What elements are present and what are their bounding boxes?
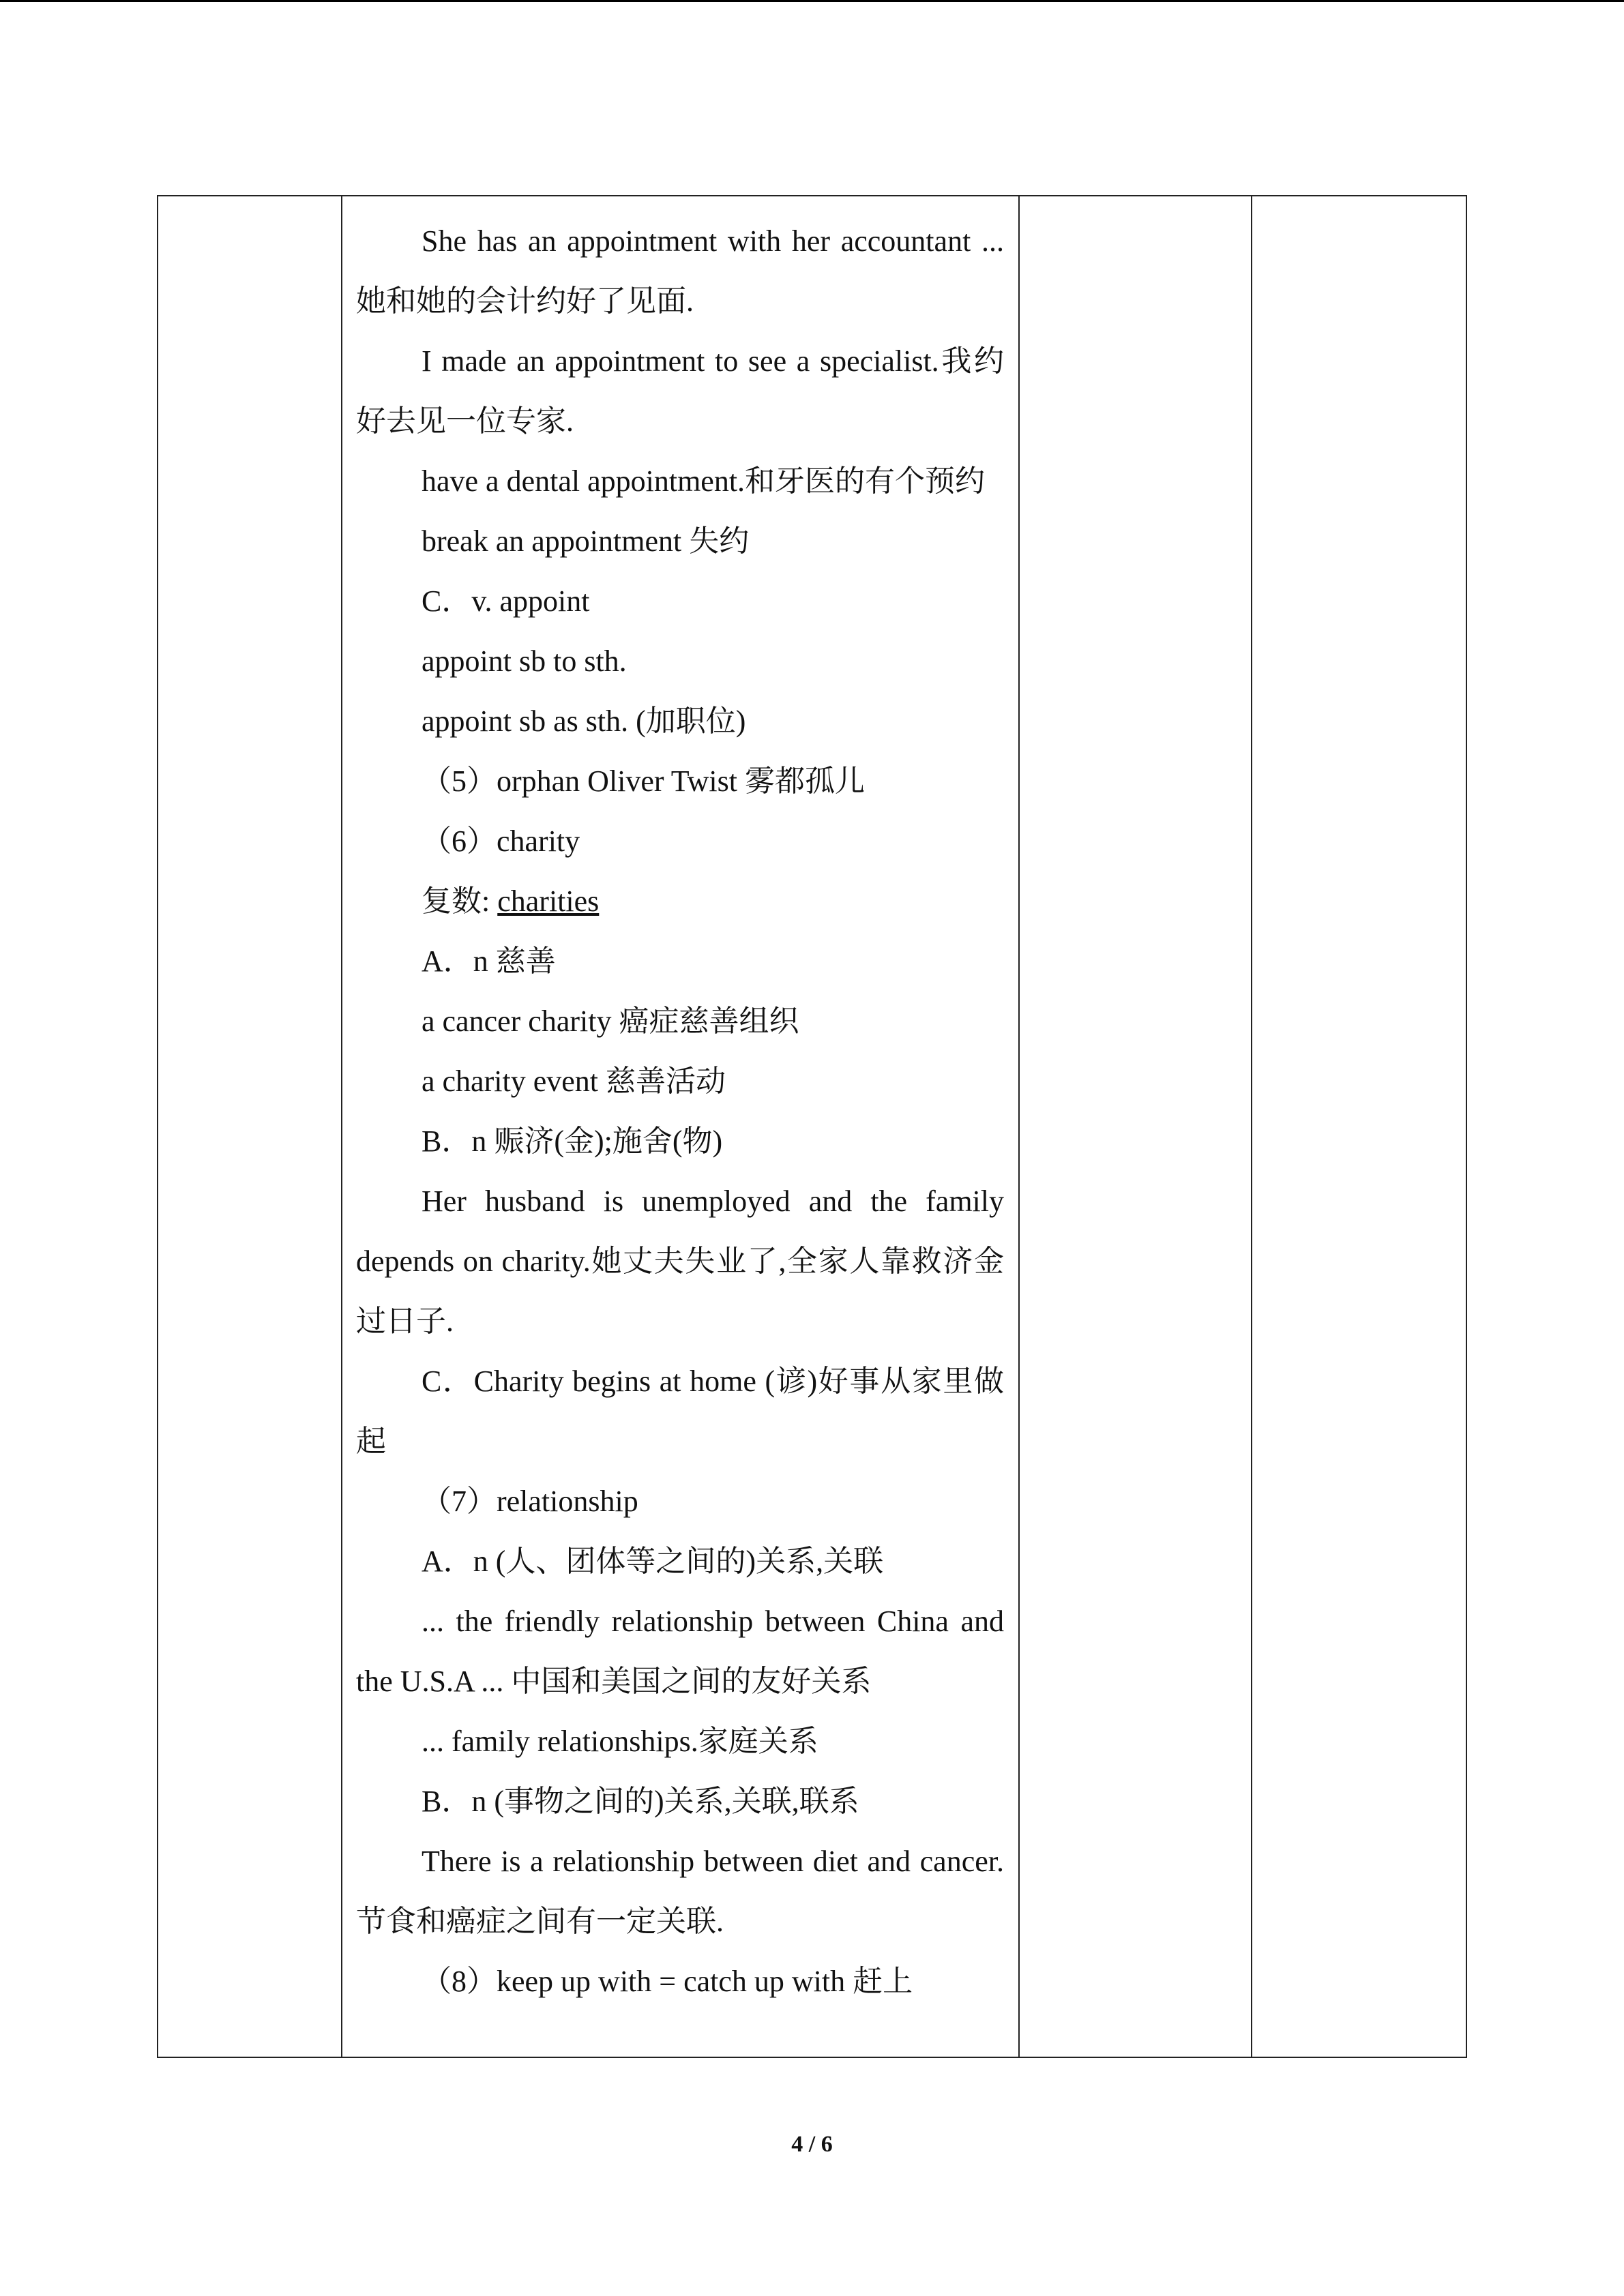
paragraph: Her husband is unemployed and the family depends on charity.她丈夫失业了,全家人靠救济金过日子. [356, 1184, 1004, 1338]
paragraph: A．n (人、团体等之间的)关系,关联 [422, 1545, 884, 1578]
paragraph: a charity event 慈善活动 [422, 1064, 726, 1098]
lesson-table [157, 195, 1467, 2058]
paragraph: have a dental appointment.和牙医的有个预约 [422, 464, 986, 498]
paragraph-plural [356, 871, 1004, 931]
table-column-1 [158, 196, 342, 2057]
table-column-4 [1252, 196, 1467, 2057]
paragraph: appoint sb as sth. (加职位) [422, 704, 746, 738]
paragraph: I made an appointment to see a specialist.我约好去见一位专家. [356, 344, 1004, 438]
plural-prefix: 复数: [422, 884, 498, 918]
paragraph: ... the friendly relationship between China and the U.S.A ... 中国和美国之间的友好关系 [356, 1605, 1004, 1698]
plural-word: charities [497, 884, 600, 918]
content-cell [356, 211, 1004, 2012]
paragraph: （7）relationship [422, 1485, 638, 1518]
table-column-content [342, 196, 1020, 2057]
paragraph: A．n 慈善 [422, 944, 556, 978]
paragraph: break an appointment 失约 [422, 524, 750, 558]
paragraph: （8）keep up with = catch up with 赶上 [422, 1965, 913, 1998]
top-border-line [0, 0, 1624, 2]
paragraph: B．n 赈济(金);施舍(物) [422, 1124, 723, 1158]
paragraph: appoint sb to sth. [422, 644, 627, 678]
paragraph: （6）charity [422, 824, 580, 858]
paragraph: B．n (事物之间的)关系,关联,联系 [422, 1785, 859, 1818]
paragraph: a cancer charity 癌症慈善组织 [422, 1004, 799, 1038]
paragraph: There is a relationship between diet and cancer.节食和癌症之间有一定关联. [356, 1845, 1004, 1938]
paragraph: C．Charity begins at home (谚)好事从家里做起 [356, 1365, 1004, 1458]
paragraph: （5）orphan Oliver Twist 雾都孤儿 [422, 764, 865, 798]
page-number: 4 / 6 [791, 2132, 833, 2157]
table-column-3 [1020, 196, 1252, 2057]
paragraph: She has an appointment with her accountant ... 她和她的会计约好了见面. [356, 224, 1004, 318]
paragraph: ... family relationships.家庭关系 [422, 1725, 818, 1758]
paragraph: C．v. appoint [422, 584, 590, 618]
